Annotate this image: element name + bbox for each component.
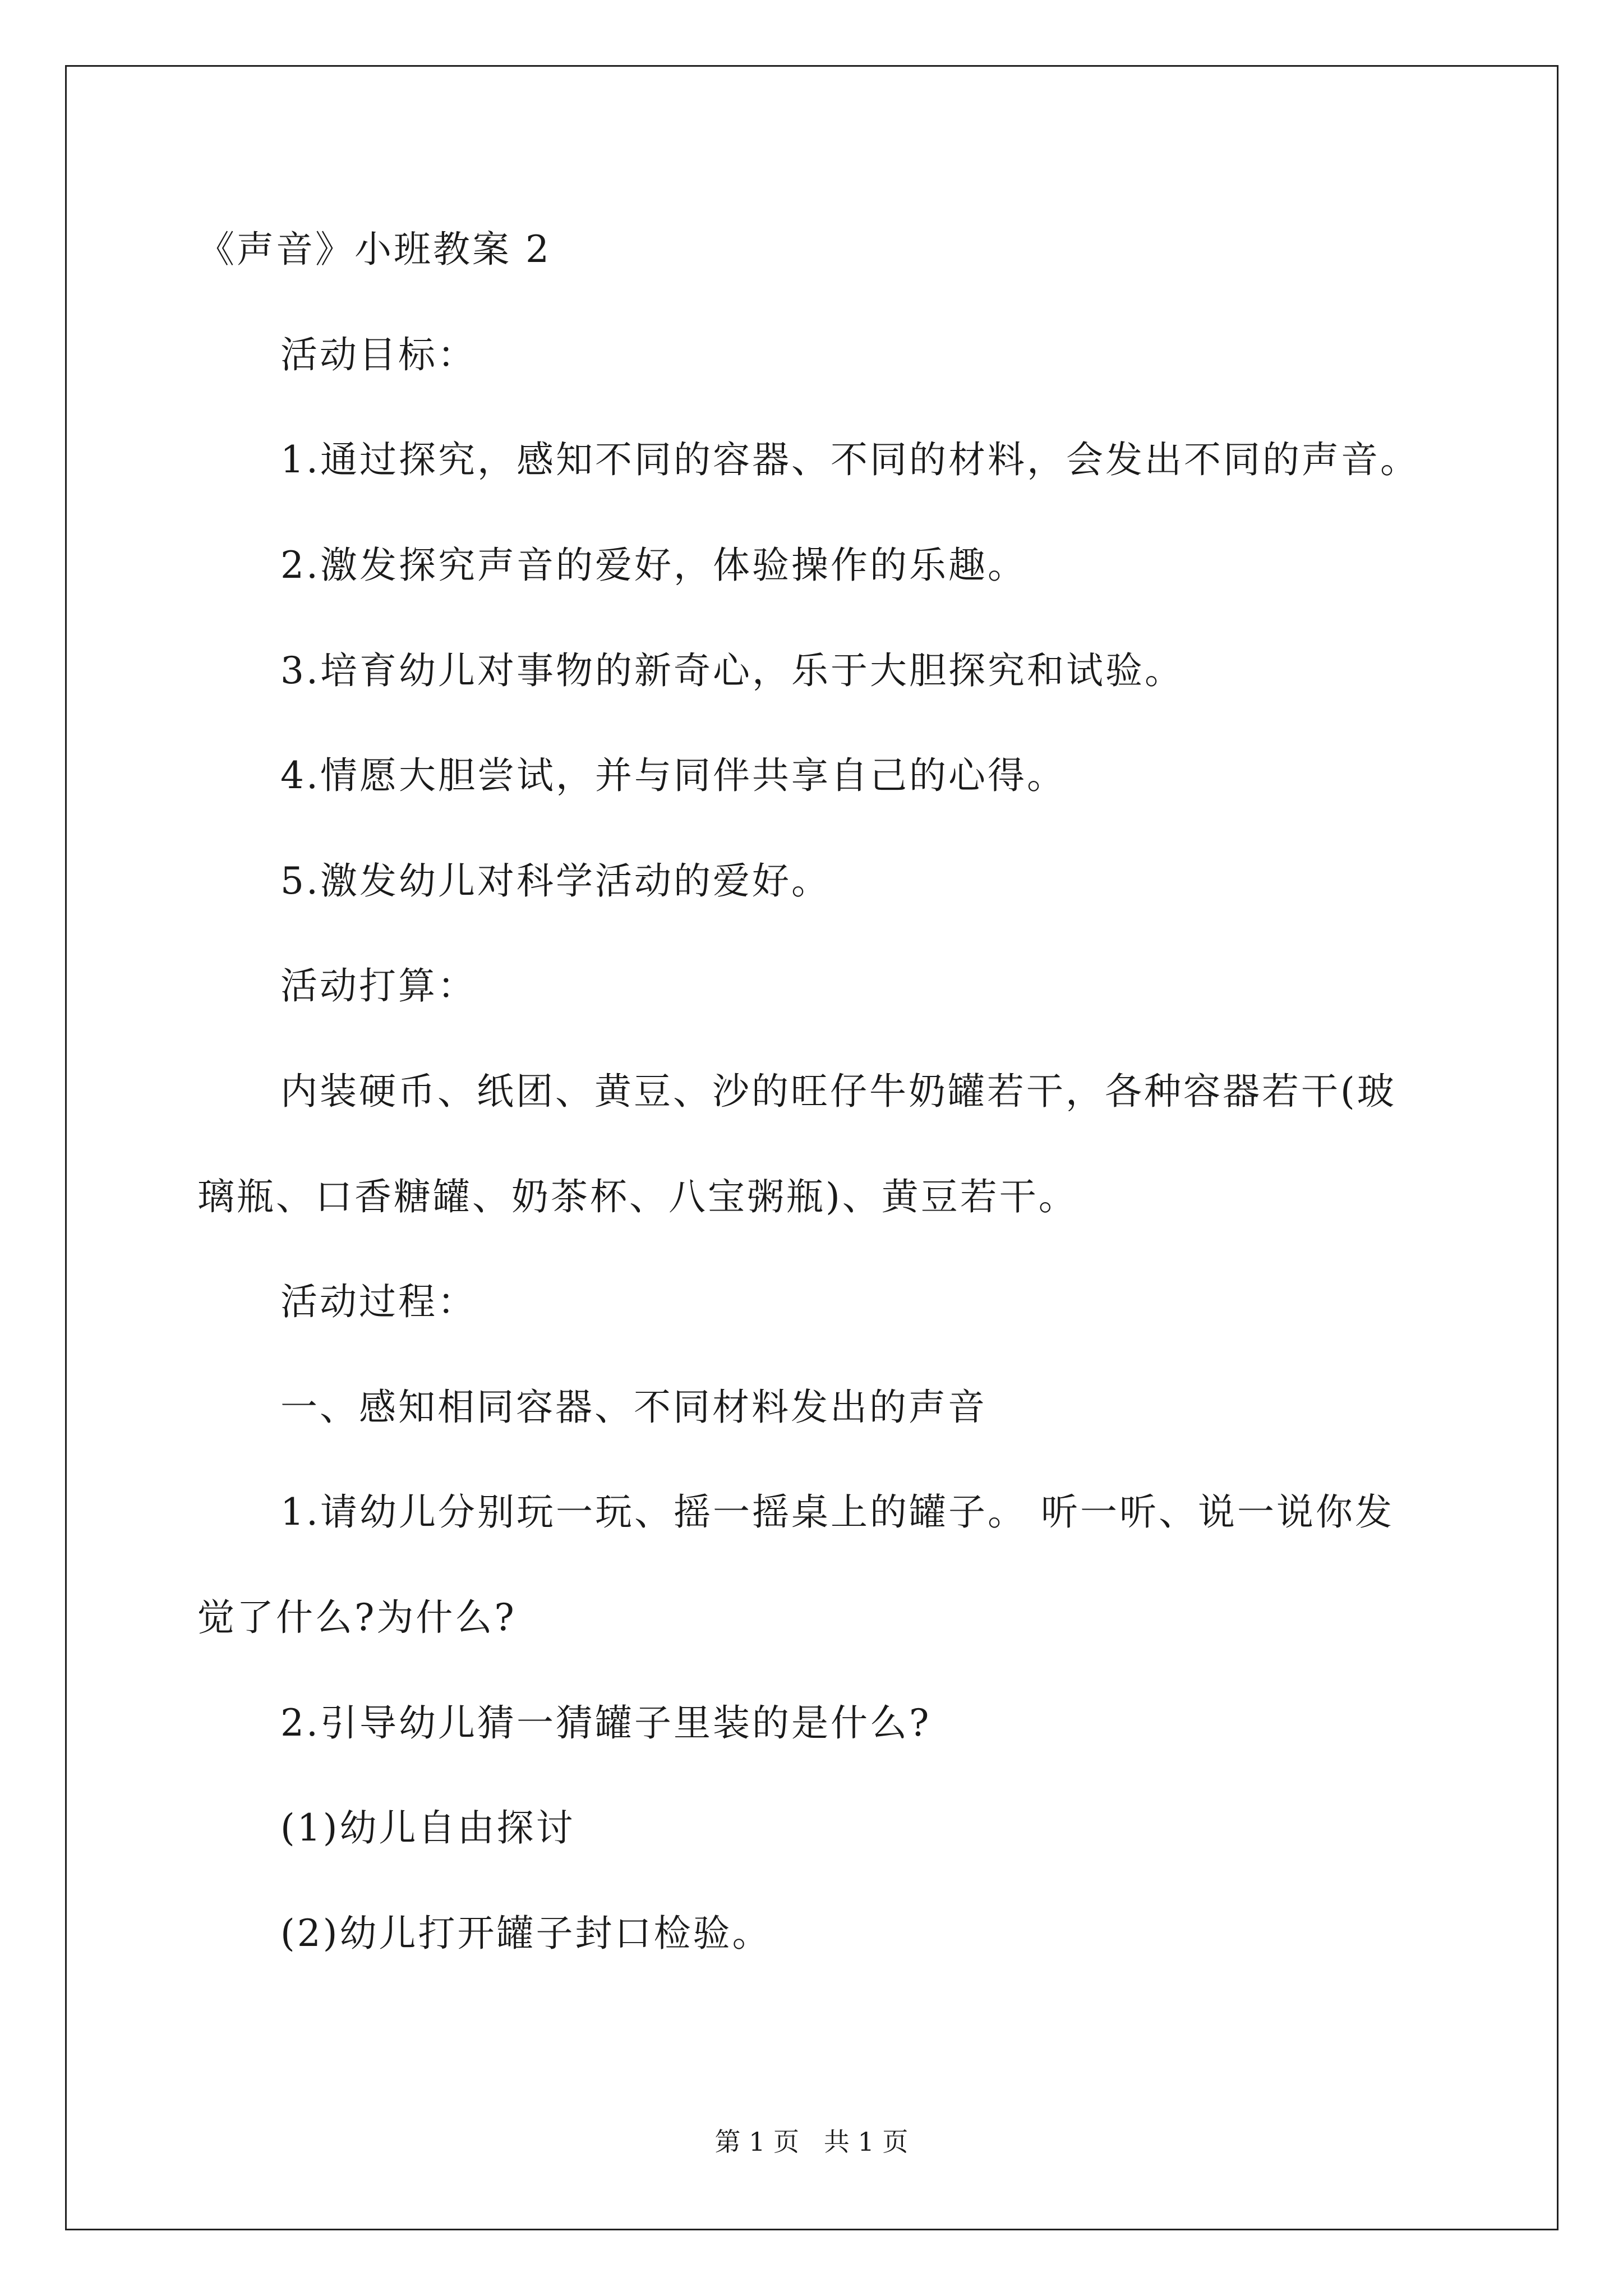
document-title: 《声音》小班教案 2 [197, 228, 551, 271]
preparation-text-line-2: 璃瓶、口香糖罐、奶茶杯、八宝粥瓶)、黄豆若干。 [197, 1175, 1078, 1218]
goal-item-5: 5.激发幼儿对科学活动的爱好。 [280, 859, 831, 903]
process-step-1-line-1: 1.请幼儿分别玩一玩、摇一摇桌上的罐子。 听一听、说一说你发 [280, 1490, 1394, 1534]
section-heading-process: 活动过程： [280, 1280, 477, 1323]
process-substep-1: (1)幼儿自由探讨 [280, 1806, 575, 1849]
page-border [65, 65, 1559, 2230]
goal-item-4: 4.情愿大胆尝试，并与同伴共享自己的心得。 [280, 754, 1066, 797]
section-heading-preparation: 活动打算： [280, 964, 477, 1007]
page-number-footer: 第 1 页 共 1 页 [714, 2127, 909, 2157]
process-step-2: 2.引导幼儿猜一猜罐子里装的是什么? [280, 1701, 932, 1745]
process-step-heading: 一、感知相同容器、不同材料发出的声音 [280, 1386, 987, 1429]
process-substep-2: (2)幼儿打开罐子封口检验。 [280, 1912, 772, 1955]
goal-item-2: 2.激发探究声音的爱好，体验操作的乐趣。 [280, 544, 1027, 587]
goal-item-1: 1.通过探究，感知不同的容器、不同的材料，会发出不同的声音。 [280, 438, 1419, 481]
section-heading-goals: 活动目标： [280, 333, 477, 376]
preparation-text-line-1: 内装硬币、纸团、黄豆、沙的旺仔牛奶罐若干，各种容器若干(玻 [280, 1070, 1396, 1113]
process-step-1-line-2: 觉了什么?为什么? [197, 1596, 517, 1639]
goal-item-3: 3.培育幼儿对事物的新奇心，乐于大胆探究和试验。 [280, 649, 1184, 692]
